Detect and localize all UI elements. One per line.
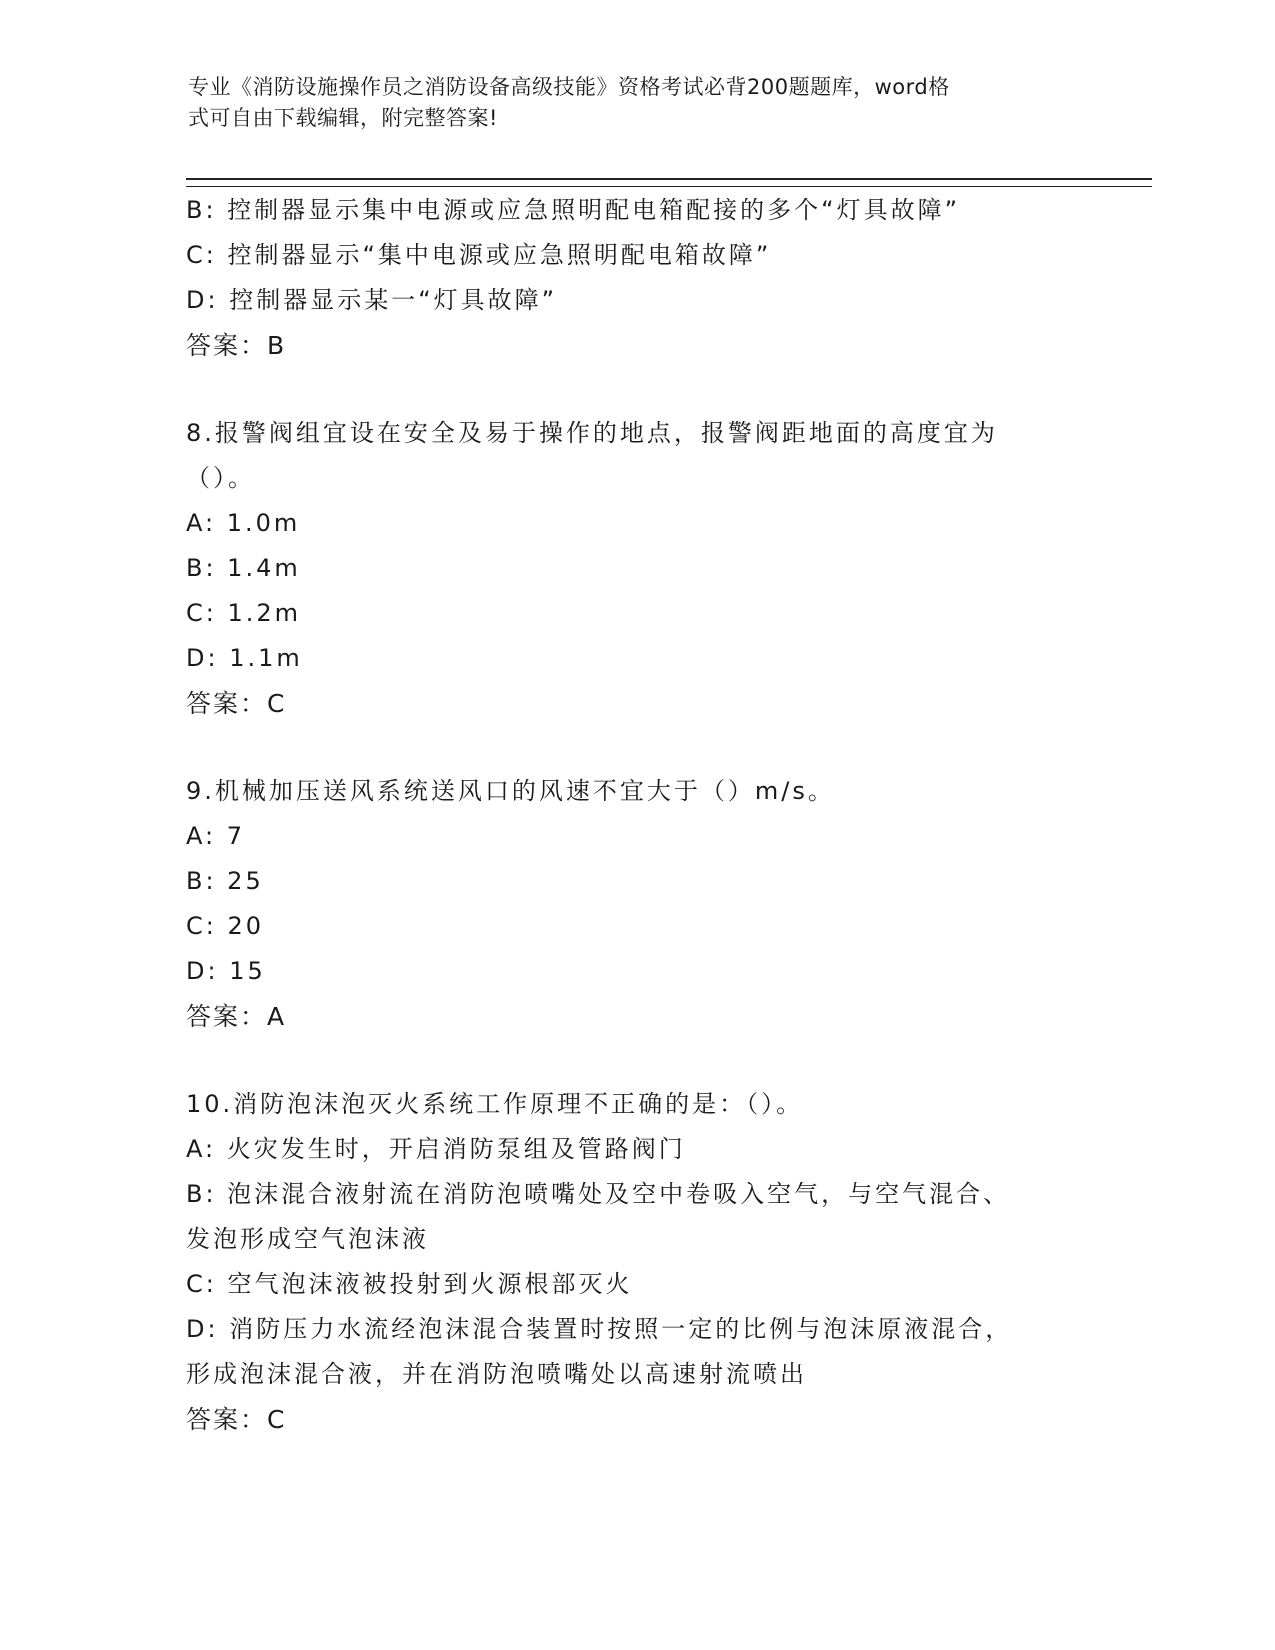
document-header [188, 72, 1068, 134]
question-10 [186, 1082, 1086, 1442]
header-divider [186, 178, 1152, 187]
q10-option-b-line-1: B: 泡沫混合液射流在消防泡喷嘴处及空中卷吸入空气，与空气混合、 [186, 1180, 1011, 1208]
q8-question-line-2: （）。 [186, 464, 255, 492]
q9-option-b: B: 25 [186, 867, 264, 895]
q9-question: 9.机械加压送风系统送风口的风速不宜大于（）m/s。 [186, 777, 835, 805]
q7-option-b: B: 控制器显示集中电源或应急照明配电箱配接的多个“灯具故障” [186, 196, 961, 224]
q10-question: 10.消防泡沫泡灭火系统工作原理不正确的是：（）。 [186, 1090, 804, 1118]
q10-option-b-line-2: 发泡形成空气泡沫液 [186, 1225, 429, 1253]
q10-option-d-line-2: 形成泡沫混合液，并在消防泡喷嘴处以高速射流喷出 [186, 1360, 807, 1388]
spacer [186, 1039, 1086, 1082]
q10-option-d-line-1: D: 消防压力水流经泡沫混合装置时按照一定的比例与泡沫原液混合， [186, 1315, 1013, 1343]
q8-answer: 答案：C [186, 689, 287, 718]
question-9 [186, 769, 1086, 1039]
q8-question-line-1: 8.报警阀组宜设在安全及易于操作的地点，报警阀距地面的高度宜为 [186, 419, 998, 447]
q7-option-d: D: 控制器显示某一“灯具故障” [186, 286, 558, 314]
q9-option-c: C: 20 [186, 912, 265, 940]
header-line-1: 专业《消防设施操作员之消防设备高级技能》资格考试必背200题题库，word格 [188, 75, 950, 99]
q10-answer: 答案：C [186, 1405, 287, 1434]
q8-option-c: C: 1.2m [186, 599, 302, 627]
question-list [186, 188, 1086, 1442]
question-7-tail [186, 188, 1086, 368]
q10-option-c: C: 空气泡沫液被投射到火源根部灭火 [186, 1270, 633, 1298]
q8-option-b: B: 1.4m [186, 554, 301, 582]
spacer [186, 368, 1086, 411]
question-8 [186, 411, 1086, 726]
q7-option-c: C: 控制器显示“集中电源或应急照明配电箱故障” [186, 241, 772, 269]
header-line-2: 式可自由下载编辑，附完整答案! [188, 106, 498, 130]
q8-option-d: D: 1.1m [186, 644, 303, 672]
q10-option-a: A: 火灾发生时，开启消防泵组及管路阀门 [186, 1135, 686, 1163]
q9-option-d: D: 15 [186, 957, 266, 985]
q7-answer: 答案：B [186, 331, 287, 360]
q9-option-a: A: 7 [186, 822, 245, 850]
q8-option-a: A: 1.0m [186, 509, 301, 537]
q9-answer: 答案：A [186, 1002, 287, 1031]
spacer [186, 726, 1086, 769]
